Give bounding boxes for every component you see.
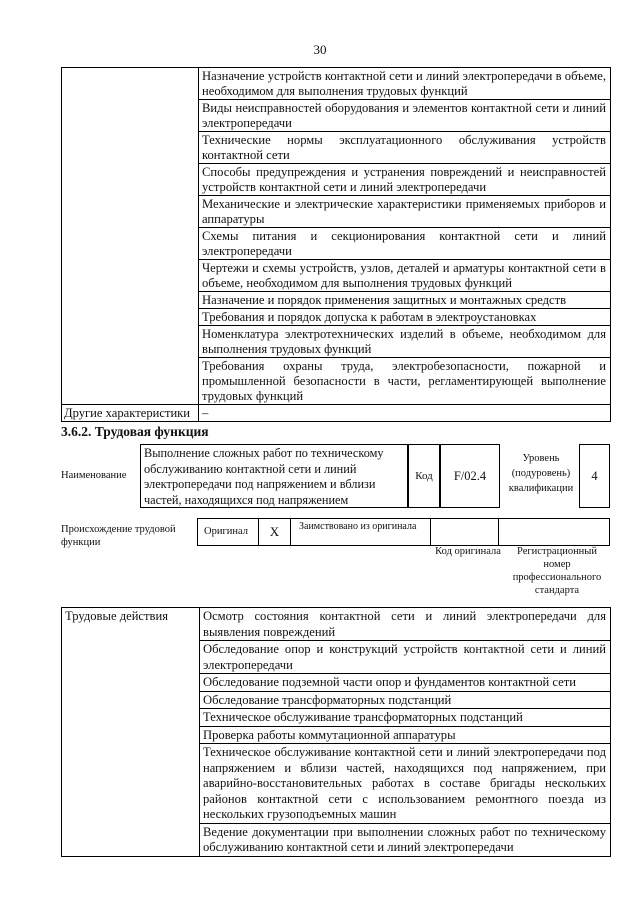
table-cell: Осмотр состояния контактной сети и линий электропередачи для выявления повреждений [200,608,611,641]
table-cell: Обследование трансформаторных подстанций [200,691,611,709]
table-row [62,68,611,100]
origin-code-cell [430,518,499,546]
table-cell: Технические нормы эксплуатационного обслуживания устройств контактной сети [199,132,611,164]
origin-label: Происхождение трудовой функции [61,524,176,548]
level-value: 4 [579,444,610,508]
table-cell: Обследование опор и конструкций устройств контактной сети и линий электропередачи [200,641,611,674]
table-cell: Способы предупреждения и устранения повреждений и неисправностей устройств контактной сети и линий электропередачи [199,164,611,196]
origin-row [197,518,610,546]
other-characteristics-value: – [199,405,611,422]
table-cell: Механические и электрические характеристики применяемых приборов и аппаратуры [199,196,611,228]
table-cell: Назначение и порядок применения защитных и монтажных средств [199,292,611,309]
reg-number-cell [498,518,610,546]
reg-number-label: Регистрационный номер профессионального стандарта [512,546,602,596]
table-cell: Техническое обслуживание трансформаторных подстанций [200,709,611,727]
table-cell: Номенклатура электротехнических изделий в объеме, необходимом для выполнения трудовых функций [199,326,611,358]
original-label: Оригинал [197,518,259,546]
knowledge-table [61,67,611,422]
section-title: 3.6.2. Трудовая функция [61,424,209,439]
origin-code-label: Код оригинала [435,546,501,557]
level-label: Уровень (подуровень) квалификации [508,453,574,494]
original-mark: X [258,518,291,546]
name-label: Наименование [61,470,127,481]
code-value: F/02.4 [440,444,500,508]
table-cell: Чертежи и схемы устройств, узлов, деталей и арматуры контактной сети в объеме, необходимом для выполнения трудовых функций [199,260,611,292]
table-cell: Требования охраны труда, электробезопасности, пожарной и промышленной безопасности в части, регламентирующей выполнение трудовых функций [199,358,611,405]
label-cell-empty [62,68,199,405]
function-name-box: Выполнение сложных работ по техническому обслуживанию контактной сети и линий электропередачи под напряжением и вблизи частей, находящихся под напряжением [140,444,408,508]
table-row [62,405,611,422]
other-characteristics-label: Другие характеристики [62,405,199,422]
table-cell: Обследование подземной части опор и фундаментов контактной сети [200,674,611,692]
borrowed-label: Заимствовано из оригинала [290,518,431,546]
actions-label: Трудовые действия [62,608,200,857]
table-cell: Ведение документации при выполнении сложных работ по техническому обслуживанию контактной сети и линий электропередачи [200,823,611,856]
table-cell: Виды неисправностей оборудования и элементов контактной сети и линий электропередачи [199,100,611,132]
page-number: 30 [313,42,327,57]
table-cell: Проверка работы коммутационной аппаратуры [200,726,611,744]
table-cell: Схемы питания и секционирования контактной сети и линий электропередачи [199,228,611,260]
table-cell: Техническое обслуживание контактной сети и линий электропередачи под напряжением и вблизи частей, находящихся под напряжением, при аварийно-восстановительных работах в составе бригады нескольких районов контактной сети с использованием ремонтного поезда из нескольких грузоподъемных машин [200,744,611,824]
actions-table [61,607,611,857]
code-label: Код [408,444,440,508]
table-row [62,608,611,641]
table-cell: Назначение устройств контактной сети и линий электропередачи в объеме, необходимом для выполнения трудовых функций [199,68,611,100]
table-cell: Требования и порядок допуска к работам в электроустановках [199,309,611,326]
